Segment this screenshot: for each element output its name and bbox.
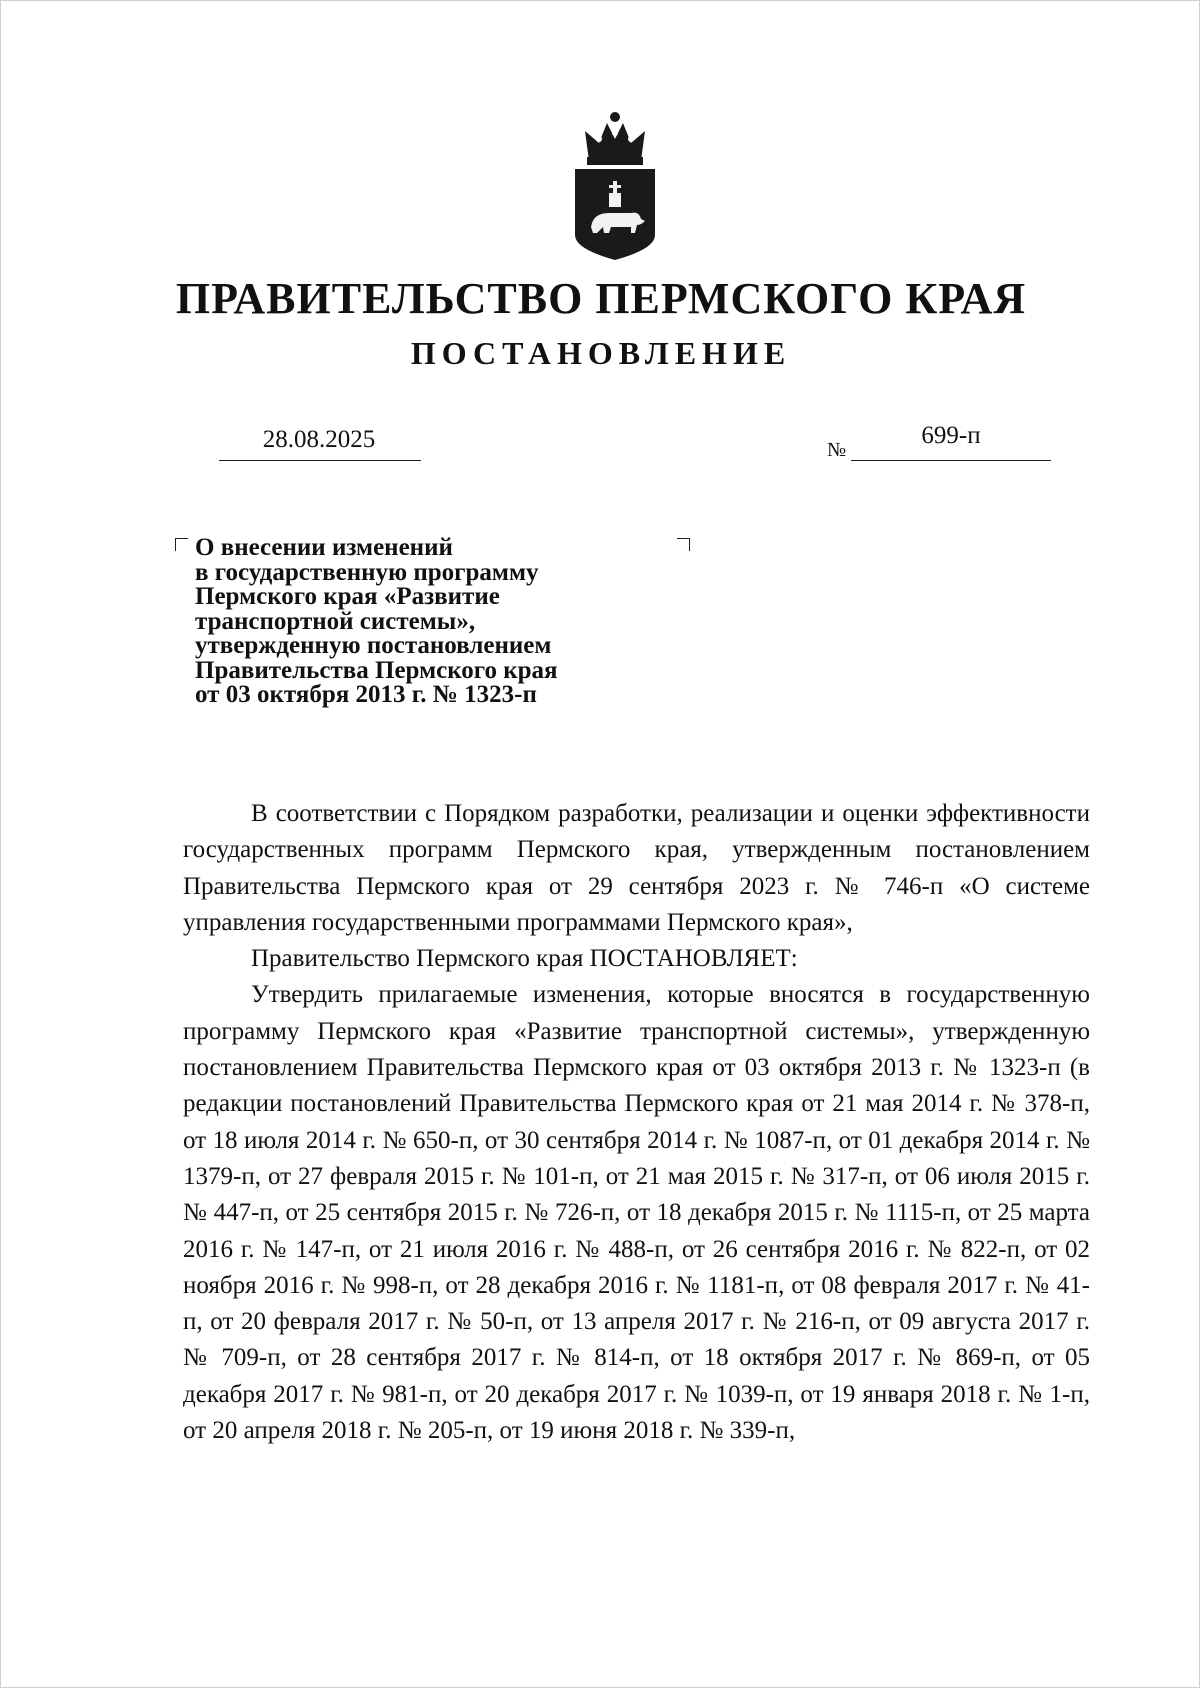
- document-date: 28.08.2025: [262, 426, 376, 453]
- document-subject: [195, 536, 635, 708]
- body-paragraph: Правительство Пермского края ПОСТАНОВЛЯЕТ:: [251, 945, 798, 973]
- subject-line: от 03 октября 2013 г. № 1323-п: [195, 681, 537, 708]
- subject-corner-left: [175, 538, 188, 551]
- subject-line: утвержденную постановлением: [195, 632, 552, 659]
- organization-title: ПРАВИТЕЛЬСТВО ПЕРМСКОГО КРАЯ: [175, 274, 1027, 323]
- subject-line: О внесении изменений: [195, 534, 453, 561]
- document-type: ПОСТАНОВЛЕНИЕ: [410, 335, 792, 371]
- date-underline: [219, 460, 421, 461]
- subject-line: транспортной системы»,: [195, 607, 476, 635]
- subject-line: в государственную программу: [195, 558, 539, 586]
- number-underline: [851, 460, 1051, 461]
- document-number: 699-п: [921, 422, 981, 449]
- document-body: [183, 796, 1090, 1449]
- subject-line: Пермского края «Развитие: [195, 583, 500, 610]
- body-paragraph: В соответствии с Порядком разработки, реализации и оценки эффективности государственных программ Пермского края, утвержденным постановлением Правительства Пермского края от 29 сентября 2023 г. № 746-п «О системе управления государственными программами Пермского края»,: [183, 800, 1090, 936]
- body-paragraph: Утвердить прилагаемые изменения, которые вносятся в государственную программу Пермского края «Развитие транспортной системы», утвержденную постановлением Правительства Пермского края от 03 октября 2013 г. № 1323-п (в редакции постановлений Правительства Пермского края от 21 мая 2014 г. № 378-п, от 18 июля 2014 г. № 650-п, от 30 сентября 2014 г. № 1087-п, от 01 декабря 2014 г. № 1379-п, от 27 февраля 2015 г. № 101-п, от 21 мая 2015 г. № 317-п, от 06 июля 2015 г. № 447-п, от 25 сентября 2015 г. № 726-п, от 18 декабря 2015 г. № 1115-п, от 25 марта 2016 г. № 147-п, от 21 июля 2016 г. № 488-п, от 26 сентября 2016 г. № 822-п, от 02 ноября 2016 г. № 998-п, от 28 декабря 2016 г. № 1181-п, от 08 февраля 2017 г. № 41-п, от 20 февраля 2017 г. № 50-п, от 13 апреля 2017 г. № 216-п, от 09 августа 2017 г. № 709-п, от 28 сентября 2017 г. № 814-п, от 18 октября 2017 г. № 869-п, от 05 декабря 2017 г. № 981-п, от 20 декабря 2017 г. № 1039-п, от 19 января 2018 г. № 1-п, от 20 апреля 2018 г. № 205-п, от 19 июня 2018 г. № 339-п,: [183, 981, 1090, 1445]
- number-label: №: [827, 439, 847, 461]
- perm-krai-coat-of-arms-icon: [569, 109, 661, 261]
- subject-corner-right: [677, 538, 690, 551]
- subject-line: Правительства Пермского края: [195, 656, 558, 684]
